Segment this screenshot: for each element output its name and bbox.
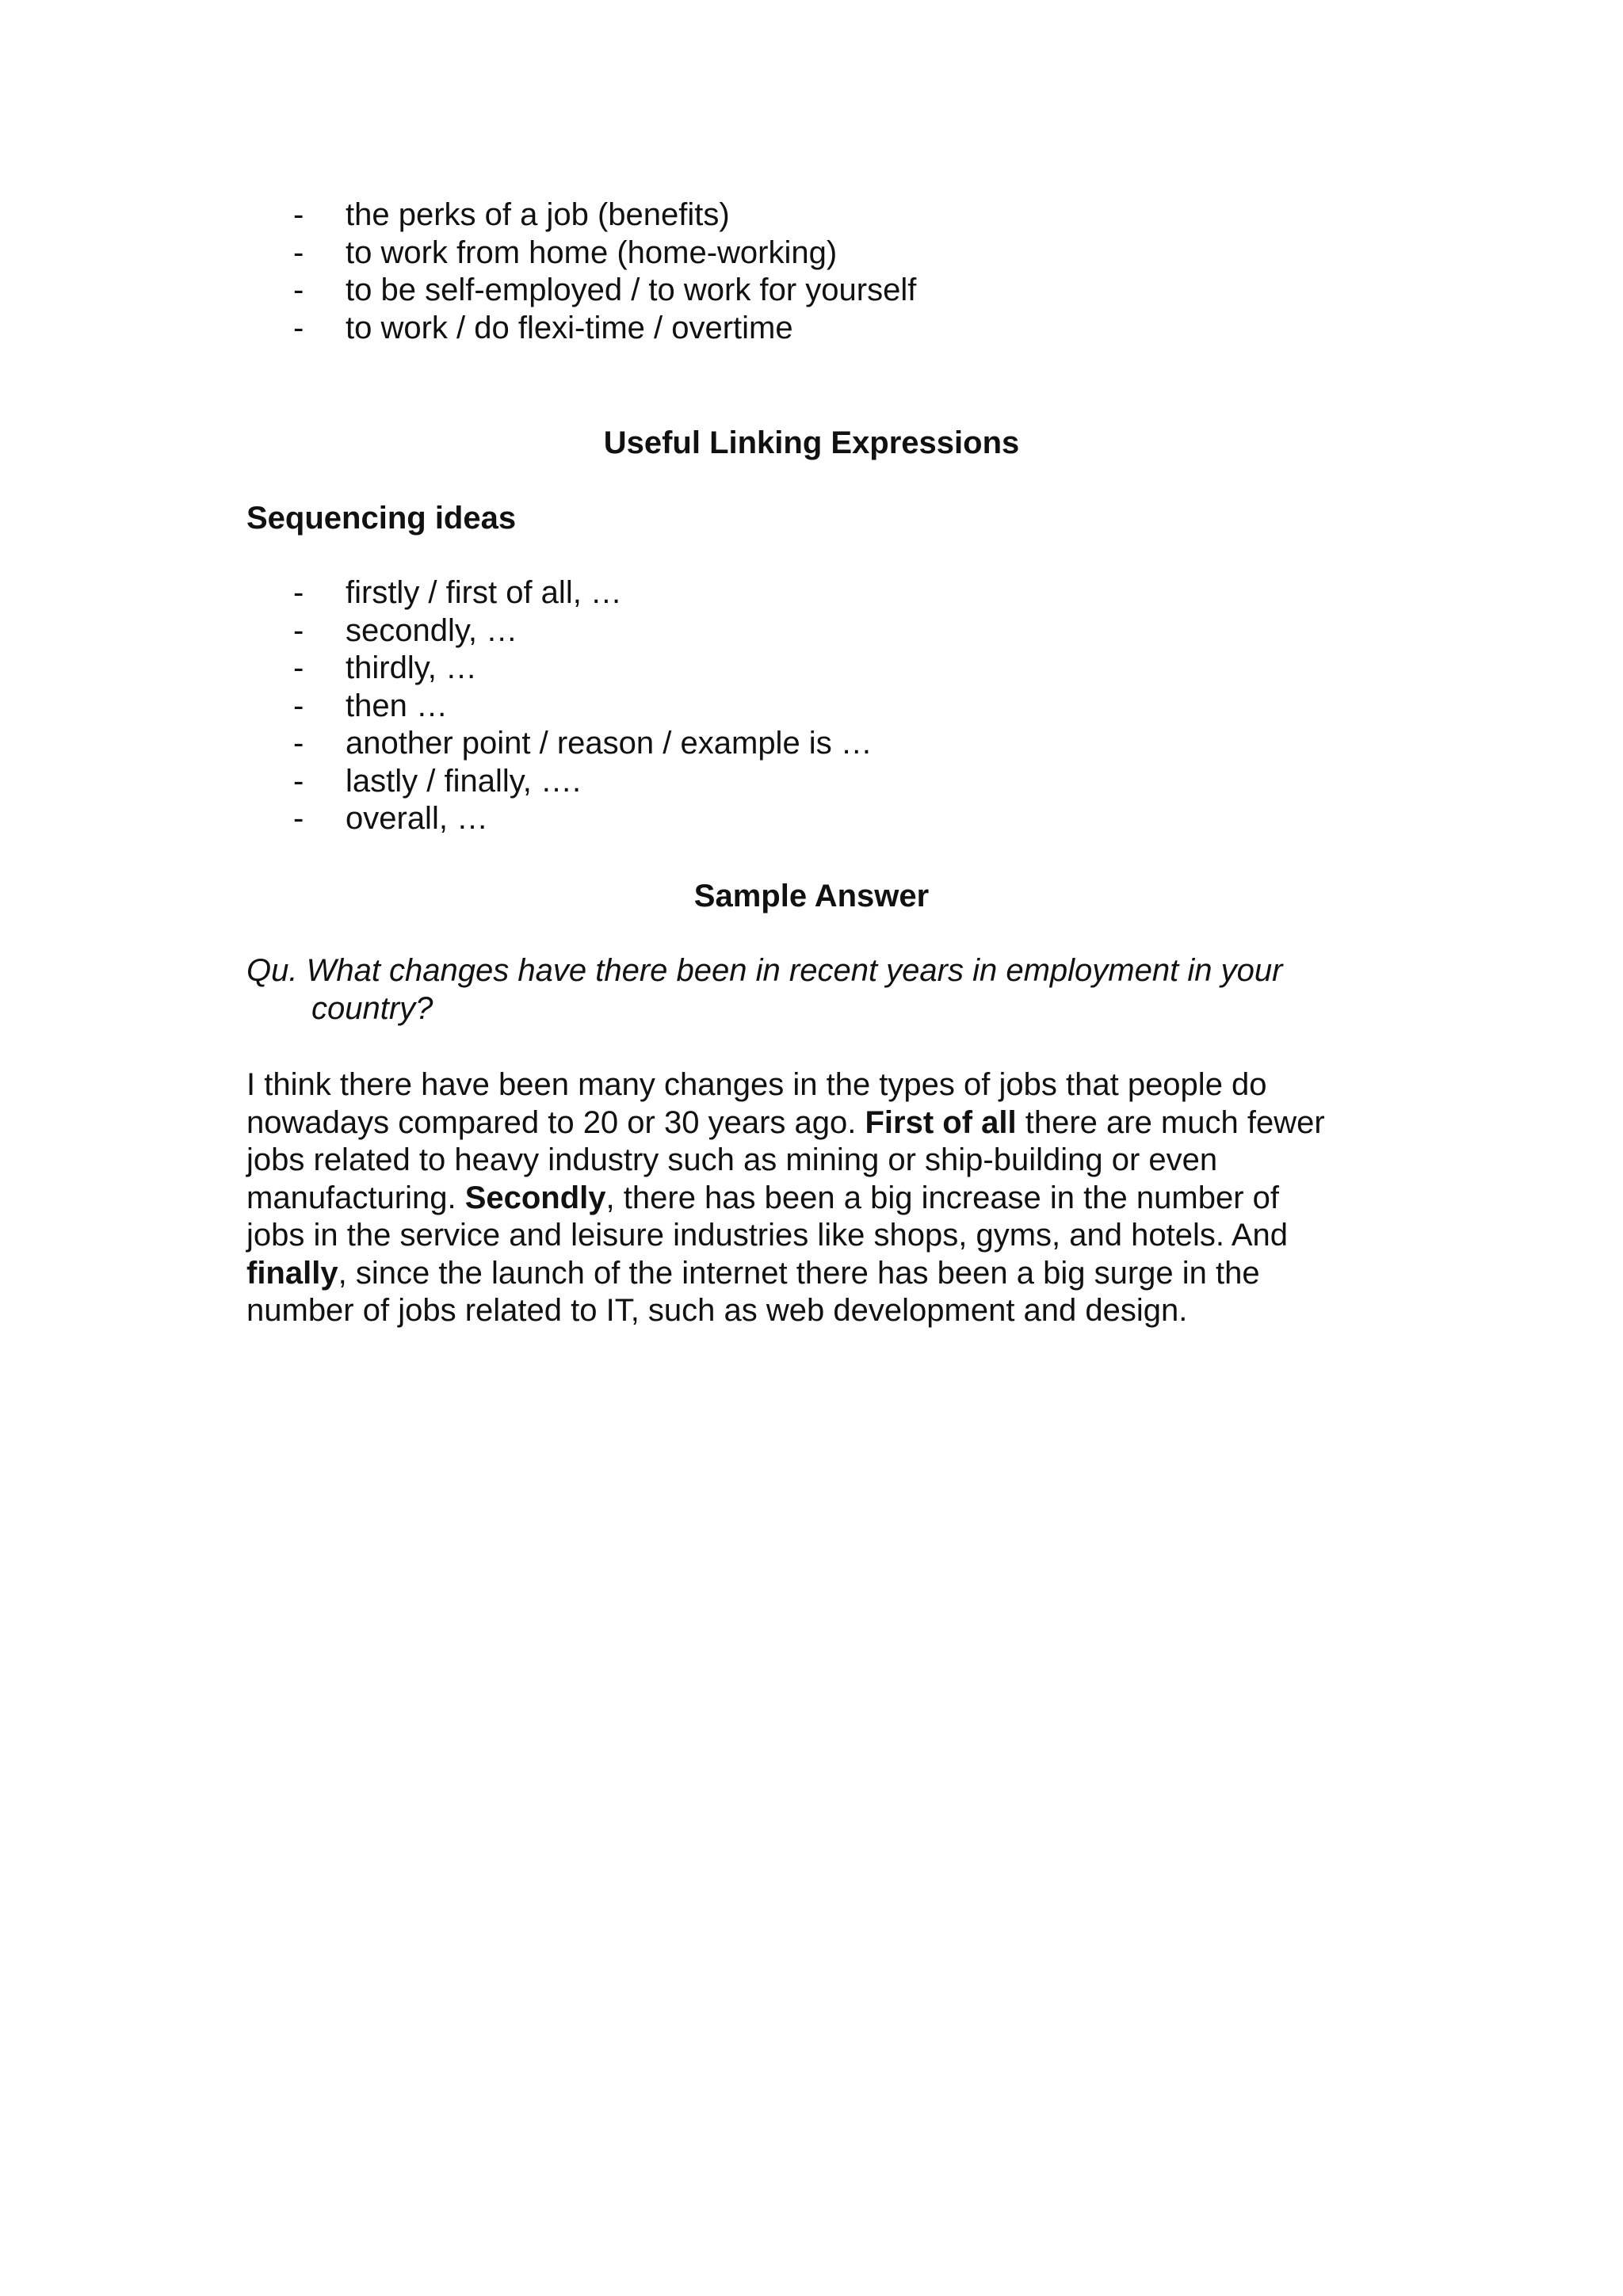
- answer-line: [246, 1142, 1396, 1180]
- list-item-text: the perks of a job (benefits): [346, 197, 730, 232]
- list-item-text: to be self-employed / to work for yourself: [346, 273, 917, 307]
- list-item: [293, 725, 873, 763]
- list-bullet: -: [293, 310, 304, 345]
- list-item-text: to work / do flexi-time / overtime: [346, 310, 793, 345]
- list-bullet: -: [293, 273, 304, 307]
- list-bullet: -: [293, 763, 304, 799]
- list-item-text: lastly / finally, ….: [346, 763, 582, 799]
- list-item-text: then …: [346, 688, 448, 723]
- list-item-text: another point / reason / example is …: [346, 726, 873, 761]
- list-item: [293, 196, 916, 235]
- answer-text: I think there have been many changes in the types of jobs that people do: [246, 1067, 1267, 1102]
- list-bullet: -: [293, 688, 304, 723]
- list-bullet: -: [293, 650, 304, 685]
- list-bullet: -: [293, 612, 304, 648]
- list-bullet: -: [293, 575, 304, 610]
- answer-text: number of jobs related to IT, such as web development and design.: [246, 1293, 1188, 1328]
- sample-answer-heading: Sample Answer: [693, 879, 930, 913]
- list-item: [293, 688, 873, 726]
- list-item: [293, 800, 873, 838]
- list-bullet: -: [293, 235, 304, 270]
- answer-line: [246, 1180, 1396, 1218]
- answer-line: [246, 1292, 1396, 1330]
- linking-word-bold: First of all: [865, 1104, 1017, 1140]
- answer-line: [246, 1104, 1396, 1142]
- list-item: [293, 272, 916, 310]
- list-item-text: thirdly, …: [346, 650, 477, 685]
- sequencing-ideas-heading: Sequencing ideas: [246, 501, 517, 536]
- answer-text: , there has been a big increase in the number of: [605, 1180, 1279, 1215]
- list-item-text: overall, …: [346, 801, 489, 836]
- list-item: [293, 612, 873, 650]
- answer-text: jobs related to heavy industry such as mining or ship-building or even: [246, 1142, 1218, 1177]
- linking-word-bold: finally: [246, 1255, 338, 1291]
- answer-text: manufacturing.: [246, 1180, 465, 1215]
- list-item-text: firstly / first of all, …: [346, 575, 622, 610]
- question-line: Qu. What changes have there been in recent years in employment in your: [246, 953, 1283, 988]
- answer-line: [246, 1255, 1396, 1293]
- answer-line: [246, 1066, 1396, 1104]
- list-item: [293, 310, 916, 348]
- linking-word-bold: Secondly: [464, 1180, 606, 1215]
- job-vocabulary-list: [293, 196, 916, 347]
- list-item: [293, 763, 873, 801]
- list-item-text: secondly, …: [346, 612, 518, 648]
- linking-expressions-heading: Useful Linking Expressions: [603, 425, 1020, 460]
- answer-text: , since the launch of the internet there has been a big surge in the: [338, 1255, 1260, 1291]
- question-line: country?: [311, 990, 433, 1026]
- answer-text: nowadays compared to 20 or 30 years ago.: [246, 1104, 865, 1140]
- list-item: [293, 574, 873, 612]
- list-item: [293, 235, 916, 273]
- answer-text: there are much fewer: [1016, 1104, 1325, 1140]
- question-text: [246, 952, 1396, 1028]
- list-bullet: -: [293, 801, 304, 836]
- list-item-text: to work from home (home-working): [346, 235, 838, 270]
- answer-text: jobs in the service and leisure industries like shops, gyms, and hotels. And: [246, 1218, 1289, 1253]
- list-bullet: -: [293, 726, 304, 761]
- list-item: [293, 650, 873, 688]
- list-bullet: -: [293, 197, 304, 232]
- answer-line: [246, 1217, 1396, 1255]
- sample-answer-paragraph: [246, 1066, 1396, 1330]
- sequencing-list: [293, 574, 873, 838]
